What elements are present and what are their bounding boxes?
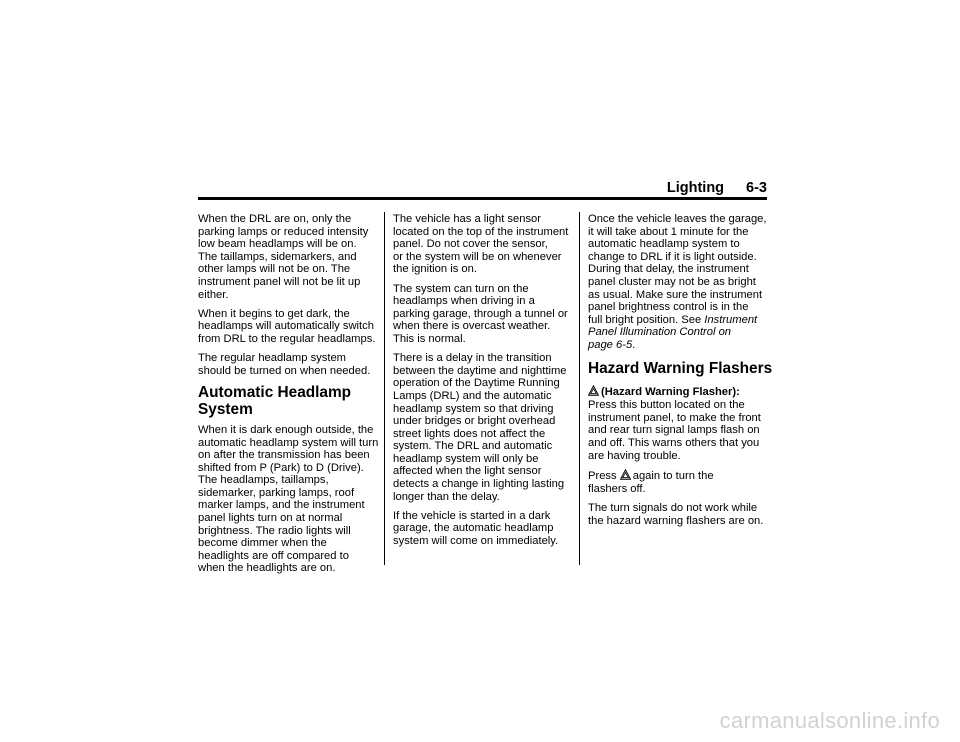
turn-signals-paragraph: The turn signals do not work while the hazard warning flashers are on. [588, 502, 764, 528]
column-1 [198, 213, 378, 582]
section-title: Lighting [666, 180, 725, 196]
column-3 [588, 213, 773, 534]
dark-garage-paragraph: If the vehicle is started in a dark garage, the automatic headlamp system will come on immediately. [393, 509, 559, 548]
press-again-paragraph: Press again to turn the flashers off. [588, 469, 714, 496]
page-number: 6-3 [746, 180, 767, 196]
tunnel-paragraph: The system can turn on the headlamps when driving in a parking garage, through a tunnel or when there is overcast weather. This is normal. [393, 282, 568, 345]
header-rule [198, 197, 767, 200]
automatic-headlamp-paragraph: When it is dark enough outside, the automatic headlamp system will turn on after the transmission has been shifted from P (Park) to D (Drive). The headlamps, taillamps, sidemarker, parking lamps, roof marker lamps, and the instrument panel lights turn on at normal brightness. The radio lights will become dimmer when the headlights are off compared to when the headlights are on. [198, 423, 379, 575]
hazard-warning-heading: Hazard Warning Flashers [588, 359, 773, 377]
hazard-paragraph: (Hazard Warning Flasher): Press this button located on the instrument panel, to make the front and rear turn signal lamps flash on and off. This warns others that you are having trouble. [588, 385, 761, 462]
dark-paragraph: When it begins to get dark, the headlamps will automatically switch from DRL to the regular headlamps. [198, 307, 376, 345]
watermark: carmanualsonline.info [719, 708, 940, 733]
automatic-headlamp-heading: Automatic Headlamp System [198, 383, 352, 418]
column-divider [579, 212, 580, 565]
page-header [198, 178, 767, 198]
instrument-panel-reference-link[interactable]: Instrument Panel Illumination Control on page 6-5 [588, 313, 758, 351]
leaves-garage-paragraph: Once the vehicle leaves the garage, it will take about 1 minute for the automatic headlamp system to change to DRL if it is light outside. During that delay, the instrument panel cluster may not be as bright as usual. Make sure the instrument panel brightness control is in the full bright position. See Instrument Panel Illumination Control on page 6-5. [588, 213, 767, 351]
delay-paragraph: There is a delay in the transition between the daytime and nighttime operation of the Daytime Running Lamps (DRL) and the automatic headlamp system so that driving under bridges or bright overhead street lights does not affect the system. The DRL and automatic headlamp system will only be affected when the light sensor detects a change in lighting lasting longer than the delay. [393, 352, 567, 503]
light-sensor-paragraph: The vehicle has a light sensor located on the top of the instrument panel. Do not cover the sensor, or the system will be on whenever the ignition is on. [393, 213, 569, 276]
column-divider [384, 212, 385, 565]
column-2 [393, 213, 573, 554]
regular-headlamp-paragraph: The regular headlamp system should be turned on when needed. [198, 352, 371, 377]
hazard-triangle-icon [588, 385, 599, 400]
hazard-triangle-icon [620, 469, 631, 484]
drl-paragraph: When the DRL are on, only the parking lamps or reduced intensity low beam headlamps will be on. The taillamps, sidemarkers, and other lamps will not be on. The instrument panel will not be lit up either. [198, 213, 369, 301]
